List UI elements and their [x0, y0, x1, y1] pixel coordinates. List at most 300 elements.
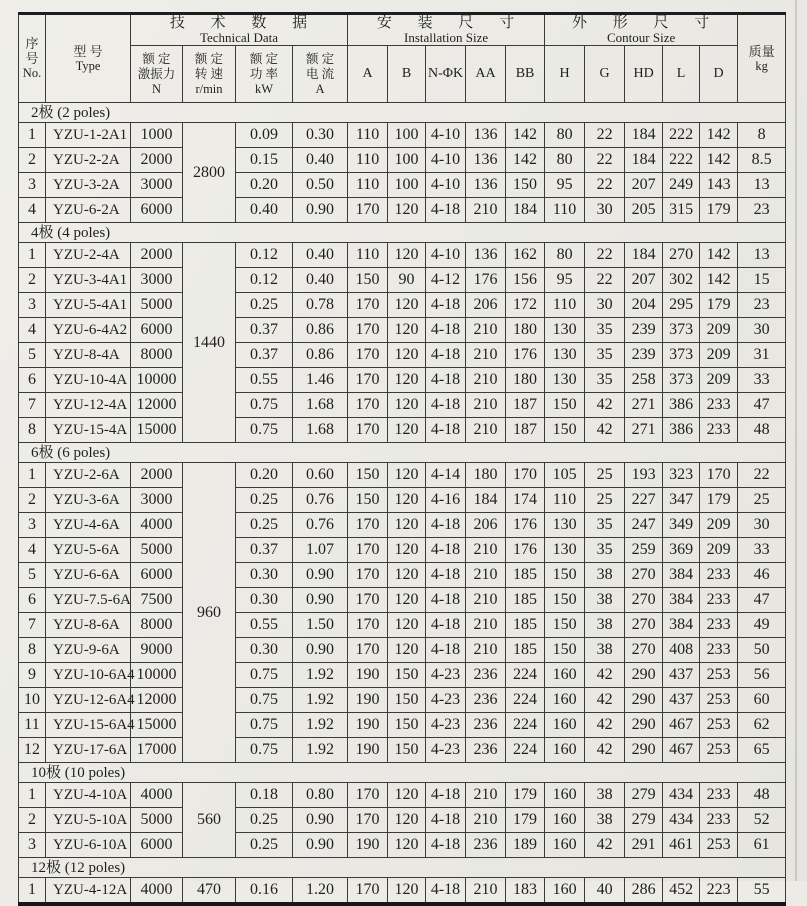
cell-no: 2: [19, 488, 46, 513]
cell-hd: 286: [625, 878, 663, 905]
cell-mass: 15: [738, 268, 786, 293]
cell-a: 110: [348, 243, 388, 268]
cell-current: 0.90: [293, 563, 348, 588]
cell-d: 142: [700, 268, 738, 293]
header-group-installation-size: [348, 14, 545, 46]
cell-g: 40: [585, 878, 625, 905]
cell-aa: 210: [466, 588, 506, 613]
cell-g: 42: [585, 393, 625, 418]
cell-mass: 52: [738, 808, 786, 833]
cell-n-phi-k: 4-18: [426, 293, 466, 318]
cell-hd: 239: [625, 343, 663, 368]
table-row: [19, 173, 786, 198]
table-row: [19, 783, 786, 808]
cell-force: 2000: [131, 243, 183, 268]
header-group-row: [19, 14, 786, 46]
cell-h: 150: [545, 613, 585, 638]
cell-a: 190: [348, 713, 388, 738]
cell-aa: 210: [466, 808, 506, 833]
header-rated-speed-unit: r/min: [195, 81, 223, 96]
table-row: [19, 148, 786, 173]
cell-mass: 47: [738, 393, 786, 418]
cell-power: 0.25: [236, 293, 293, 318]
cell-b: 150: [388, 688, 426, 713]
cell-h: 150: [545, 418, 585, 443]
cell-force: 2000: [131, 148, 183, 173]
table-row: [19, 663, 786, 688]
cell-hd: 247: [625, 513, 663, 538]
cell-d: 209: [700, 538, 738, 563]
cell-g: 42: [585, 418, 625, 443]
cell-n-phi-k: 4-23: [426, 688, 466, 713]
cell-power: 0.37: [236, 318, 293, 343]
cell-d: 253: [700, 713, 738, 738]
table-header: [19, 14, 786, 103]
cell-no: 2: [19, 808, 46, 833]
cell-h: 130: [545, 318, 585, 343]
cell-power: 0.30: [236, 563, 293, 588]
cell-bb: 170: [506, 463, 545, 488]
cell-no: 9: [19, 663, 46, 688]
cell-force: 4000: [131, 783, 183, 808]
header-rated-current: [293, 46, 348, 103]
cell-l: 452: [663, 878, 700, 905]
cell-bb: 142: [506, 148, 545, 173]
cell-l: 222: [663, 148, 700, 173]
cell-current: 1.20: [293, 878, 348, 905]
cell-no: 5: [19, 563, 46, 588]
cell-l: 408: [663, 638, 700, 663]
cell-aa: 210: [466, 198, 506, 223]
cell-a: 150: [348, 463, 388, 488]
cell-hd: 207: [625, 173, 663, 198]
table-row: [19, 588, 786, 613]
cell-force: 10000: [131, 663, 183, 688]
cell-a: 110: [348, 123, 388, 148]
cell-b: 150: [388, 713, 426, 738]
cell-no: 4: [19, 198, 46, 223]
cell-speed: 560: [183, 783, 236, 858]
cell-aa: 210: [466, 393, 506, 418]
cell-a: 170: [348, 318, 388, 343]
cell-d: 253: [700, 738, 738, 763]
cell-l: 373: [663, 343, 700, 368]
cell-force: 4000: [131, 513, 183, 538]
cell-current: 0.90: [293, 588, 348, 613]
cell-d: 179: [700, 198, 738, 223]
cell-mass: 13: [738, 243, 786, 268]
cell-h: 160: [545, 783, 585, 808]
cell-power: 0.75: [236, 663, 293, 688]
cell-a: 170: [348, 513, 388, 538]
cell-h: 160: [545, 808, 585, 833]
cell-no: 3: [19, 513, 46, 538]
cell-b: 90: [388, 268, 426, 293]
cell-force: 8000: [131, 343, 183, 368]
cell-power: 0.75: [236, 418, 293, 443]
table-row: [19, 833, 786, 858]
cell-b: 120: [388, 588, 426, 613]
header-no-en: No.: [22, 66, 42, 80]
cell-hd: 207: [625, 268, 663, 293]
cell-current: 0.86: [293, 318, 348, 343]
cell-power: 0.20: [236, 463, 293, 488]
section-label: 6极 (6 poles): [19, 443, 786, 463]
cell-n-phi-k: 4-23: [426, 663, 466, 688]
table-row: [19, 463, 786, 488]
cell-h: 130: [545, 538, 585, 563]
cell-force: 10000: [131, 368, 183, 393]
cell-no: 3: [19, 173, 46, 198]
cell-force: 6000: [131, 318, 183, 343]
cell-l: 384: [663, 563, 700, 588]
section-header-row: [19, 763, 786, 783]
cell-bb: 224: [506, 713, 545, 738]
header-group-contour-size: [545, 14, 738, 46]
cell-aa: 210: [466, 368, 506, 393]
cell-force: 17000: [131, 738, 183, 763]
cell-g: 42: [585, 663, 625, 688]
cell-d: 233: [700, 783, 738, 808]
cell-mass: 55: [738, 878, 786, 905]
cell-b: 120: [388, 418, 426, 443]
cell-type: YZU-4-12A: [46, 878, 131, 905]
cell-current: 0.50: [293, 173, 348, 198]
cell-a: 170: [348, 808, 388, 833]
cell-h: 130: [545, 513, 585, 538]
header-rated-current-l1: 额 定: [305, 51, 335, 66]
cell-force: 3000: [131, 173, 183, 198]
cell-bb: 224: [506, 663, 545, 688]
cell-type: YZU-7.5-6A: [46, 588, 131, 613]
cell-d: 253: [700, 663, 738, 688]
cell-d: 233: [700, 613, 738, 638]
cell-d: 209: [700, 343, 738, 368]
cell-d: 233: [700, 393, 738, 418]
cell-force: 6000: [131, 198, 183, 223]
cell-b: 120: [388, 463, 426, 488]
cell-h: 150: [545, 638, 585, 663]
cell-g: 42: [585, 713, 625, 738]
cell-aa: 210: [466, 563, 506, 588]
cell-l: 295: [663, 293, 700, 318]
cell-g: 38: [585, 808, 625, 833]
cell-current: 0.78: [293, 293, 348, 318]
cell-mass: 48: [738, 783, 786, 808]
cell-a: 150: [348, 268, 388, 293]
cell-bb: 184: [506, 198, 545, 223]
cell-n-phi-k: 4-18: [426, 783, 466, 808]
cell-mass: 30: [738, 513, 786, 538]
cell-b: 120: [388, 538, 426, 563]
cell-mass: 46: [738, 563, 786, 588]
cell-g: 38: [585, 638, 625, 663]
cell-mass: 25: [738, 488, 786, 513]
cell-no: 11: [19, 713, 46, 738]
cell-bb: 185: [506, 638, 545, 663]
header-col-h: H: [545, 46, 585, 103]
header-rated-power-l2: 功 率: [249, 66, 279, 81]
cell-aa: 236: [466, 663, 506, 688]
cell-a: 150: [348, 488, 388, 513]
cell-force: 5000: [131, 808, 183, 833]
cell-aa: 210: [466, 878, 506, 905]
cell-a: 170: [348, 613, 388, 638]
cell-hd: 205: [625, 198, 663, 223]
cell-current: 0.40: [293, 148, 348, 173]
cell-power: 0.75: [236, 713, 293, 738]
cell-power: 0.75: [236, 738, 293, 763]
header-type-cn: 型 号: [73, 43, 103, 59]
cell-b: 120: [388, 243, 426, 268]
cell-no: 10: [19, 688, 46, 713]
cell-type: YZU-2-4A: [46, 243, 131, 268]
cell-d: 170: [700, 463, 738, 488]
cell-type: YZU-4-6A: [46, 513, 131, 538]
cell-force: 3000: [131, 268, 183, 293]
cell-g: 30: [585, 198, 625, 223]
cell-no: 5: [19, 343, 46, 368]
table-row: [19, 538, 786, 563]
cell-type: YZU-6-4A2: [46, 318, 131, 343]
cell-aa: 176: [466, 268, 506, 293]
cell-d: 233: [700, 808, 738, 833]
cell-b: 100: [388, 173, 426, 198]
table-row: [19, 808, 786, 833]
cell-hd: 227: [625, 488, 663, 513]
header-type: [46, 14, 131, 103]
cell-g: 22: [585, 123, 625, 148]
cell-b: 120: [388, 488, 426, 513]
cell-current: 0.40: [293, 268, 348, 293]
cell-mass: 48: [738, 418, 786, 443]
cell-mass: 49: [738, 613, 786, 638]
cell-mass: 65: [738, 738, 786, 763]
cell-no: 1: [19, 463, 46, 488]
cell-aa: 210: [466, 638, 506, 663]
cell-h: 150: [545, 563, 585, 588]
cell-current: 0.76: [293, 513, 348, 538]
cell-current: 1.68: [293, 418, 348, 443]
table-row: [19, 293, 786, 318]
cell-n-phi-k: 4-10: [426, 243, 466, 268]
cell-current: 0.30: [293, 123, 348, 148]
cell-type: YZU-15-4A: [46, 418, 131, 443]
cell-n-phi-k: 4-18: [426, 563, 466, 588]
cell-l: 437: [663, 688, 700, 713]
cell-no: 1: [19, 243, 46, 268]
cell-n-phi-k: 4-18: [426, 513, 466, 538]
cell-b: 120: [388, 293, 426, 318]
cell-mass: 33: [738, 538, 786, 563]
cell-mass: 33: [738, 368, 786, 393]
section-header-row: [19, 858, 786, 878]
table-row: [19, 488, 786, 513]
cell-h: 150: [545, 588, 585, 613]
cell-b: 100: [388, 148, 426, 173]
cell-bb: 176: [506, 538, 545, 563]
header-rated-speed-l1: 额 定: [194, 51, 224, 66]
cell-bb: 179: [506, 783, 545, 808]
table-row: [19, 268, 786, 293]
cell-l: 467: [663, 738, 700, 763]
header-rated-speed: [183, 46, 236, 103]
cell-n-phi-k: 4-18: [426, 833, 466, 858]
section-header-row: [19, 103, 786, 123]
cell-type: YZU-2-6A: [46, 463, 131, 488]
cell-no: 1: [19, 783, 46, 808]
cell-l: 369: [663, 538, 700, 563]
cell-h: 110: [545, 198, 585, 223]
cell-h: 95: [545, 173, 585, 198]
cell-mass: 30: [738, 318, 786, 343]
header-col-b: B: [388, 46, 426, 103]
cell-force: 1000: [131, 123, 183, 148]
header-col-bb: BB: [506, 46, 545, 103]
cell-bb: 224: [506, 738, 545, 763]
cell-current: 1.92: [293, 688, 348, 713]
cell-bb: 224: [506, 688, 545, 713]
cell-current: 0.90: [293, 638, 348, 663]
cell-b: 120: [388, 563, 426, 588]
cell-force: 7500: [131, 588, 183, 613]
cell-h: 80: [545, 148, 585, 173]
section-header-row: [19, 443, 786, 463]
cell-hd: 259: [625, 538, 663, 563]
header-no-cn1: 序: [25, 36, 39, 51]
cell-h: 80: [545, 243, 585, 268]
cell-n-phi-k: 4-18: [426, 343, 466, 368]
cell-power: 0.12: [236, 243, 293, 268]
cell-power: 0.40: [236, 198, 293, 223]
section-label: 12极 (12 poles): [19, 858, 786, 878]
cell-no: 8: [19, 418, 46, 443]
cell-type: YZU-17-6A: [46, 738, 131, 763]
cell-power: 0.30: [236, 638, 293, 663]
table-row: [19, 393, 786, 418]
cell-current: 0.80: [293, 783, 348, 808]
table-row: [19, 198, 786, 223]
table-row: [19, 688, 786, 713]
header-rated-power-unit: kW: [254, 81, 274, 96]
cell-bb: 180: [506, 318, 545, 343]
header-rated-force: [131, 46, 183, 103]
cell-a: 170: [348, 638, 388, 663]
cell-power: 0.37: [236, 343, 293, 368]
cell-mass: 23: [738, 293, 786, 318]
cell-h: 160: [545, 688, 585, 713]
cell-speed: 470: [183, 878, 236, 905]
cell-force: 9000: [131, 638, 183, 663]
cell-b: 120: [388, 783, 426, 808]
table-row: [19, 243, 786, 268]
cell-g: 38: [585, 588, 625, 613]
cell-power: 0.55: [236, 368, 293, 393]
table-row: [19, 563, 786, 588]
cell-aa: 210: [466, 783, 506, 808]
cell-a: 170: [348, 368, 388, 393]
cell-l: 249: [663, 173, 700, 198]
cell-bb: 187: [506, 393, 545, 418]
cell-mass: 61: [738, 833, 786, 858]
cell-g: 22: [585, 173, 625, 198]
cell-a: 170: [348, 418, 388, 443]
cell-hd: 270: [625, 563, 663, 588]
cell-d: 209: [700, 513, 738, 538]
cell-mass: 8.5: [738, 148, 786, 173]
cell-n-phi-k: 4-18: [426, 318, 466, 343]
header-install-cn: 安 装 尺 寸: [376, 15, 516, 31]
cell-d: 209: [700, 368, 738, 393]
header-rated-current-unit: A: [315, 81, 325, 96]
cell-d: 253: [700, 688, 738, 713]
cell-hd: 270: [625, 638, 663, 663]
cell-bb: 179: [506, 808, 545, 833]
cell-hd: 290: [625, 688, 663, 713]
cell-type: YZU-12-6A4: [46, 688, 131, 713]
cell-type: YZU-5-6A: [46, 538, 131, 563]
cell-type: YZU-1-2A1: [46, 123, 131, 148]
header-col-g: G: [585, 46, 625, 103]
cell-power: 0.37: [236, 538, 293, 563]
cell-aa: 136: [466, 148, 506, 173]
cell-a: 170: [348, 588, 388, 613]
cell-power: 0.12: [236, 268, 293, 293]
cell-mass: 23: [738, 198, 786, 223]
table-row: [19, 123, 786, 148]
cell-g: 22: [585, 243, 625, 268]
cell-b: 120: [388, 808, 426, 833]
cell-bb: 174: [506, 488, 545, 513]
cell-l: 373: [663, 318, 700, 343]
cell-g: 25: [585, 488, 625, 513]
cell-l: 349: [663, 513, 700, 538]
cell-b: 120: [388, 613, 426, 638]
header-no: [19, 14, 46, 103]
cell-hd: 193: [625, 463, 663, 488]
cell-hd: 279: [625, 808, 663, 833]
header-col-n-phi-k: N-ΦK: [426, 46, 466, 103]
cell-a: 190: [348, 688, 388, 713]
cell-power: 0.09: [236, 123, 293, 148]
cell-aa: 136: [466, 173, 506, 198]
cell-g: 42: [585, 688, 625, 713]
table-row: [19, 343, 786, 368]
cell-bb: 180: [506, 368, 545, 393]
cell-mass: 62: [738, 713, 786, 738]
cell-force: 4000: [131, 878, 183, 905]
cell-no: 6: [19, 588, 46, 613]
cell-n-phi-k: 4-12: [426, 268, 466, 293]
cell-force: 15000: [131, 713, 183, 738]
cell-l: 373: [663, 368, 700, 393]
header-col-l: L: [663, 46, 700, 103]
header-mass: [738, 14, 786, 103]
cell-h: 130: [545, 343, 585, 368]
cell-force: 5000: [131, 293, 183, 318]
cell-a: 110: [348, 148, 388, 173]
cell-b: 120: [388, 638, 426, 663]
cell-bb: 187: [506, 418, 545, 443]
cell-hd: 258: [625, 368, 663, 393]
cell-bb: 142: [506, 123, 545, 148]
cell-power: 0.25: [236, 833, 293, 858]
cell-aa: 210: [466, 343, 506, 368]
cell-type: YZU-3-4A1: [46, 268, 131, 293]
cell-type: YZU-8-6A: [46, 613, 131, 638]
cell-type: YZU-2-2A: [46, 148, 131, 173]
cell-type: YZU-9-6A: [46, 638, 131, 663]
